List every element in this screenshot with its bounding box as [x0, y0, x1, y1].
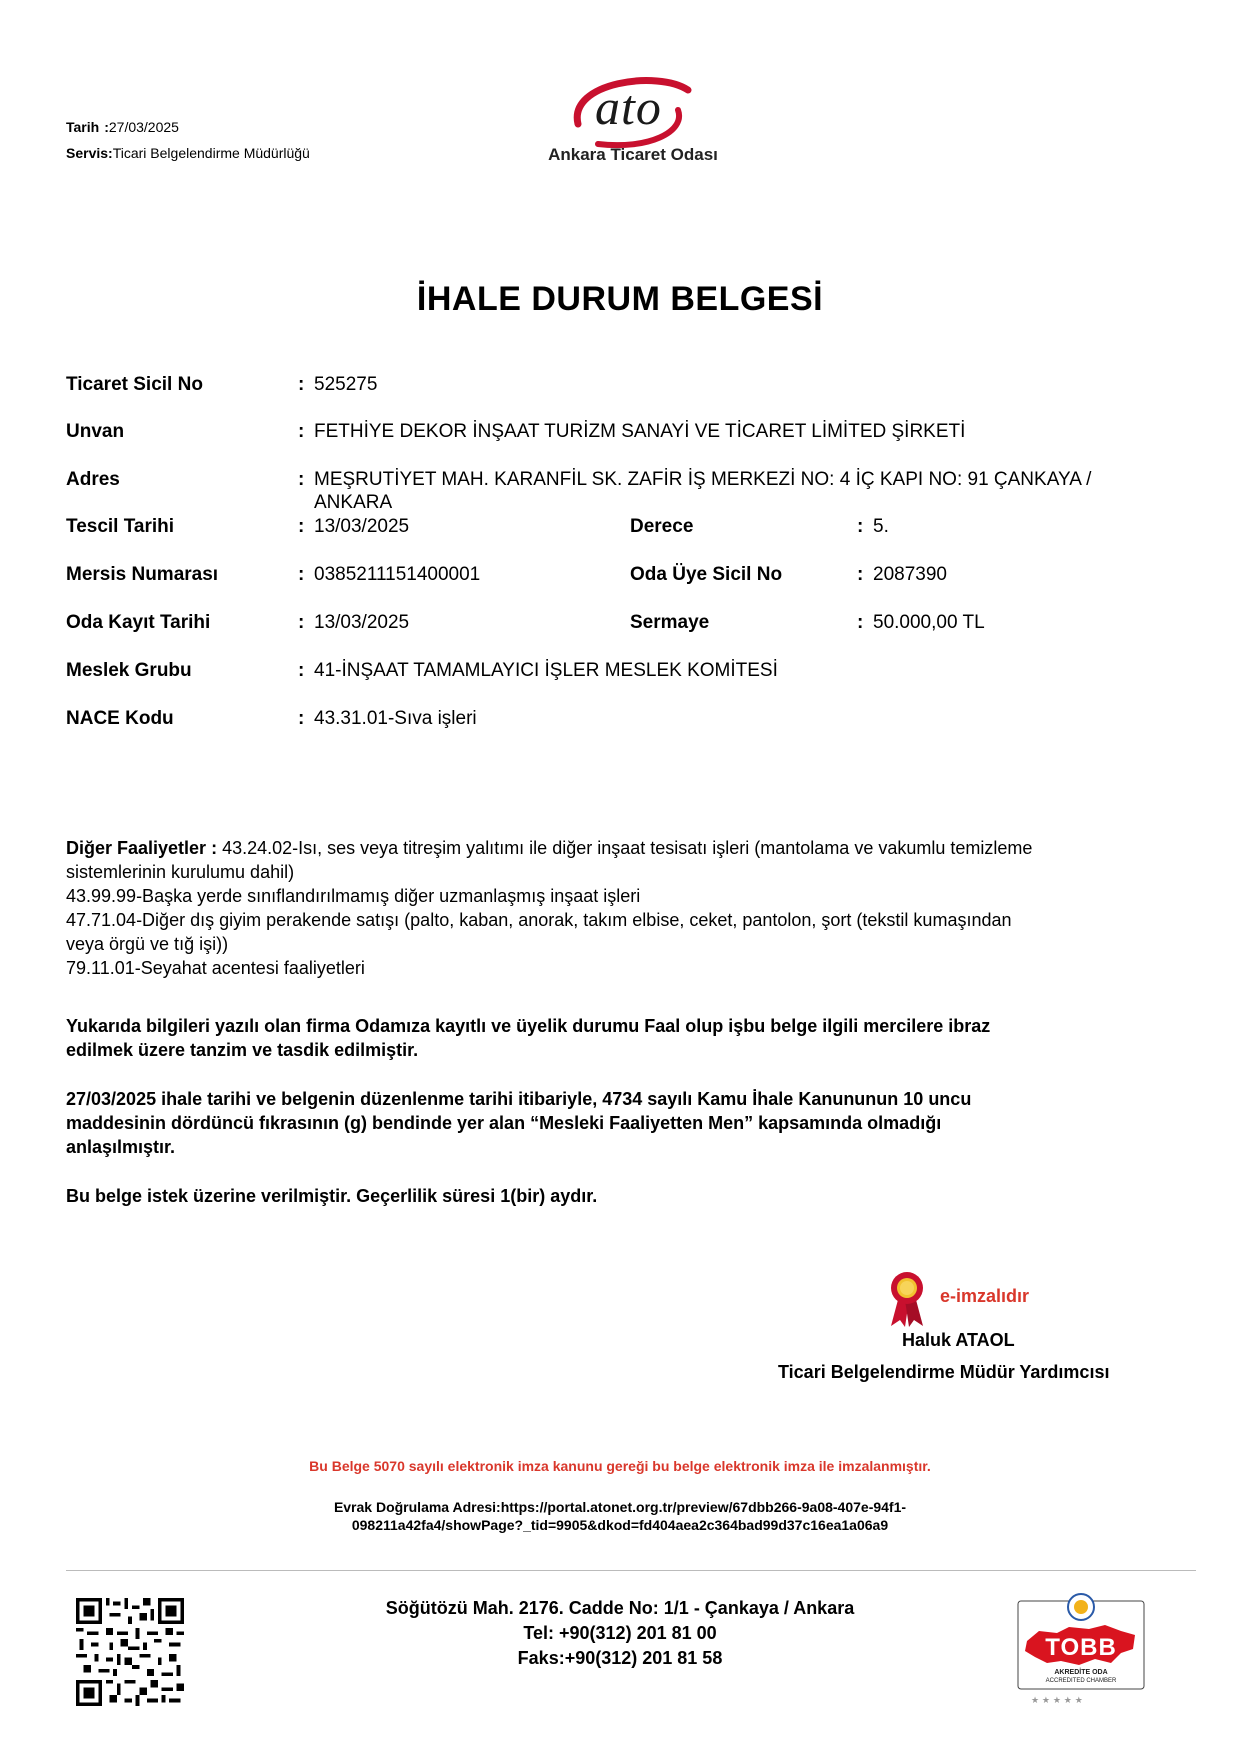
adres-colon: : — [298, 469, 305, 490]
tobb-accreditation-badge — [1017, 1587, 1145, 1707]
adres-value-line2: ANKARA — [314, 492, 393, 513]
paragraph-2 — [66, 1087, 1166, 1159]
signer-title: Ticari Belgelendirme Müdür Yardımcısı — [778, 1362, 1110, 1382]
nace-value: 43.31.01-Sıva işleri — [314, 708, 477, 729]
ato-logo — [538, 72, 728, 182]
oda-kayit-value: 13/03/2025 — [314, 612, 410, 633]
nace-colon: : — [298, 708, 305, 729]
service-row: Servis:Ticari Belgelendirme Müdürlüğü — [66, 145, 310, 161]
uye-sicil-label: Oda Üye Sicil No — [630, 564, 783, 585]
signer-name: Haluk ATAOL — [902, 1330, 1015, 1350]
activities-line1: Diğer Faaliyetler : 43.24.02-Isı, ses veya titreşim yalıtımı ile diğer inşaat tesisatı işleri (mantolama ve vakumlu temizleme — [66, 838, 1033, 858]
activities-line5: veya örgü ve tığ işi)) — [66, 934, 229, 954]
date-label: Tarih — [66, 119, 100, 135]
activities-line3: 43.99.99-Başka yerde sınıflandırılmamış diğer uzmanlaşmış inşaat işleri — [66, 886, 641, 906]
sermaye-value: 50.000,00 TL — [873, 612, 985, 633]
esig-notice: Bu Belge 5070 sayılı elektronik imza kanunu gereği bu belge elektronik imza ile imzalanmıştır. — [309, 1458, 931, 1474]
footer-address: Söğütözü Mah. 2176. Cadde No: 1/1 - Çankaya / Ankara — [385, 1598, 855, 1618]
activities-line4: 47.71.04-Diğer dış giyim perakende satışı (palto, kaban, anorak, takım elbise, ceket, pantolon, şort (tekstil kumaşından — [66, 910, 1012, 930]
derece-value: 5. — [873, 516, 889, 537]
sicil-colon: : — [298, 374, 305, 395]
date-row: Tarih :27/03/2025 — [66, 119, 179, 135]
date-value: 27/03/2025 — [108, 119, 179, 135]
meslek-value: 41-İNŞAAT TAMAMLAYICI İŞLER MESLEK KOMİTESİ — [314, 660, 778, 681]
uye-sicil-colon: : — [857, 564, 864, 585]
unvan-label: Unvan — [66, 421, 125, 442]
verification-line2: 098211a42fa4/showPage?_tid=9905&dkod=fd404aea2c364bad99d37c16ea1a06a9 — [351, 1517, 889, 1533]
activities-line6: 79.11.01-Seyahat acentesi faaliyetleri — [66, 958, 365, 978]
tescil-label: Tescil Tarihi — [66, 516, 175, 537]
footer-contact — [320, 1596, 920, 1671]
paragraph-2-line1: 27/03/2025 ihale tarihi ve belgenin düzenlenme tarihi itibariyle, 4734 sayılı Kamu İhale Kanununun 10 uncu — [66, 1089, 972, 1109]
activities-label: Diğer Faaliyetler : — [66, 838, 218, 858]
tobb-sub1: AKREDİTE ODA — [1054, 1669, 1108, 1676]
footer-divider — [66, 1570, 1196, 1571]
qr-code-icon — [76, 1598, 184, 1706]
footer-fax: Faks:+90(312) 201 81 58 — [517, 1648, 723, 1668]
paragraph-2-line3: anlaşılmıştır. — [66, 1137, 176, 1157]
paragraph-3: Bu belge istek üzerine verilmiştir. Geçerlilik süresi 1(bir) aydır. — [66, 1186, 598, 1206]
activities-block — [66, 836, 1196, 980]
oda-kayit-label: Oda Kayıt Tarihi — [66, 612, 211, 633]
seal-ribbon-icon — [887, 1270, 927, 1328]
paragraph-1-line1: Yukarıda bilgileri yazılı olan firma Odamıza kayıtlı ve üyelik durumu Faal olup işbu belge ilgili mercilere ibraz — [66, 1016, 991, 1036]
document-title: İHALE DURUM BELGESİ — [416, 280, 824, 318]
esig-label: e-imzalıdır — [940, 1286, 1030, 1306]
activities-line2: sistemlerinin kurulumu dahil) — [66, 862, 295, 882]
service-value: Ticari Belgelendirme Müdürlüğü — [112, 145, 310, 161]
sermaye-label: Sermaye — [630, 612, 710, 633]
paragraph-1 — [66, 1014, 1166, 1062]
sicil-value: 525275 — [314, 374, 378, 395]
mersis-value: 0385211151400001 — [314, 564, 481, 585]
uye-sicil-value: 2087390 — [873, 564, 947, 585]
tobb-text: TOBB — [1045, 1634, 1117, 1661]
derece-colon: : — [857, 516, 864, 537]
verification-address[interactable] — [240, 1498, 1000, 1534]
nace-label: NACE Kodu — [66, 708, 174, 729]
tescil-colon: : — [298, 516, 305, 537]
adres-value-line1: MEŞRUTİYET MAH. KARANFİL SK. ZAFİR İŞ MERKEZİ NO: 4 İÇ KAPI NO: 91 ÇANKAYA / — [314, 469, 1092, 490]
adres-label: Adres — [66, 469, 120, 490]
meslek-colon: : — [298, 660, 305, 681]
tescil-value: 13/03/2025 — [314, 516, 410, 537]
sermaye-colon: : — [857, 612, 864, 633]
unvan-colon: : — [298, 421, 305, 442]
sicil-label: Ticaret Sicil No — [66, 374, 203, 395]
svg-text:★ ★ ★ ★ ★: ★ ★ ★ ★ ★ — [1031, 1696, 1083, 1706]
logo-word: ato — [595, 79, 662, 135]
org-name: Ankara Ticaret Odası — [548, 145, 718, 164]
unvan-value: FETHİYE DEKOR İNŞAAT TURİZM SANAYİ VE TİCARET LİMİTED ŞİRKETİ — [314, 421, 966, 442]
meslek-label: Meslek Grubu — [66, 660, 192, 681]
oda-kayit-colon: : — [298, 612, 305, 633]
footer-tel: Tel: +90(312) 201 81 00 — [523, 1623, 717, 1643]
paragraph-1-line2: edilmek üzere tanzim ve tasdik edilmiştir. — [66, 1040, 419, 1060]
mersis-label: Mersis Numarası — [66, 564, 219, 585]
derece-label: Derece — [630, 516, 694, 537]
tobb-sub2: ACCREDITED CHAMBER — [1045, 1678, 1117, 1684]
service-label: Servis — [66, 145, 109, 161]
verification-line1: Evrak Doğrulama Adresi:https://portal.atonet.org.tr/preview/67dbb266-9a08-407e-94f1- — [333, 1499, 907, 1515]
mersis-colon: : — [298, 564, 305, 585]
paragraph-2-line2: maddesinin dördüncü fıkrasının (g) bendinde yer alan “Mesleki Faaliyetten Men” kapsamında olmadığı — [66, 1113, 942, 1133]
